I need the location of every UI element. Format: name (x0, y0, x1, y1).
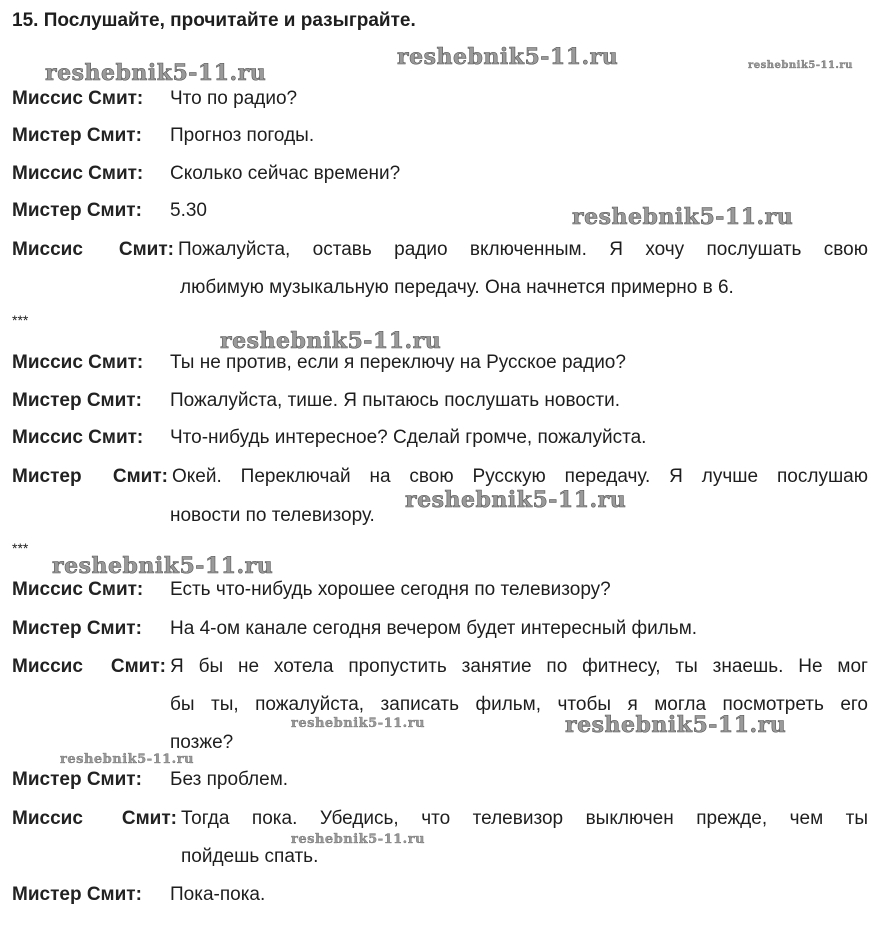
watermark: reshebnik5-11.ru (60, 752, 195, 767)
dialogue-line: Что-нибудь интересное? Сделай громче, пожалуйста. (170, 427, 647, 448)
exercise-title: 15. Послушайте, прочитайте и разыграйте. (12, 10, 416, 31)
speaker-label: Миссис Смит: (12, 239, 174, 260)
watermark: reshebnik5-11.ru (405, 487, 627, 513)
watermark: reshebnik5-11.ru (748, 60, 853, 71)
speaker-label: Мистер Смит: (12, 618, 142, 639)
watermark: reshebnik5-11.ru (52, 553, 274, 579)
dialogue-line: пойдешь спать. (181, 846, 319, 867)
dialogue-line: Без проблем. (170, 769, 289, 790)
watermark: reshebnik5-11.ru (291, 832, 426, 847)
section-separator: *** (12, 312, 29, 328)
dialogue-line: Окей. Переключай на свою Русскую передачу. Я лучше послушаю (172, 466, 868, 487)
dialogue-line: позже? (170, 732, 234, 753)
watermark: reshebnik5-11.ru (572, 204, 794, 230)
speaker-label: Миссис Смит: (12, 427, 144, 448)
watermark: reshebnik5-11.ru (45, 60, 267, 86)
speaker-label: Миссис Смит: (12, 352, 144, 373)
watermark: reshebnik5-11.ru (397, 44, 619, 70)
dialogue-line: Что по радио? (170, 88, 298, 109)
dialogue-line: Пожалуйста, оставь радио включенным. Я хочу послушать свою (178, 239, 868, 260)
speaker-label: Мистер Смит: (12, 466, 168, 487)
speaker-label: Миссис Смит: (12, 656, 166, 677)
dialogue-line: любимую музыкальную передачу. Она начнется примерно в 6. (180, 277, 734, 298)
dialogue-line: Ты не против, если я переключу на Русское радио? (170, 352, 626, 373)
dialogue-line: 5.30 (170, 200, 207, 221)
dialogue-line: Есть что-нибудь хорошее сегодня по телевизору? (170, 579, 611, 600)
dialogue-line: Я бы не хотела пропустить занятие по фитнесу, ты знаешь. Не мог (170, 656, 868, 677)
dialogue-line: новости по телевизору. (170, 505, 375, 526)
speaker-label: Миссис Смит: (12, 808, 177, 829)
speaker-label: Мистер Смит: (12, 769, 142, 790)
dialogue-line: бы ты, пожалуйста, записать фильм, чтобы я могла посмотреть его (170, 694, 868, 715)
speaker-label: Миссис Смит: (12, 579, 144, 600)
dialogue-line: Тогда пока. Убедись, что телевизор выключен прежде, чем ты (181, 808, 868, 829)
dialogue-line: На 4-ом канале сегодня вечером будет интересный фильм. (170, 618, 698, 639)
dialogue-line: Прогноз погоды. (170, 125, 315, 146)
section-separator: *** (12, 540, 29, 556)
watermark: reshebnik5-11.ru (220, 328, 442, 354)
dialogue-line: Сколько сейчас времени? (170, 163, 401, 184)
speaker-label: Мистер Смит: (12, 125, 142, 146)
watermark: reshebnik5-11.ru (565, 712, 787, 738)
speaker-label: Мистер Смит: (12, 390, 142, 411)
dialogue-line: Пожалуйста, тише. Я пытаюсь послушать новости. (170, 390, 621, 411)
speaker-label: Миссис Смит: (12, 88, 144, 109)
dialogue-line: Пока-пока. (170, 884, 266, 905)
watermark: reshebnik5-11.ru (291, 716, 426, 731)
speaker-label: Миссис Смит: (12, 163, 144, 184)
speaker-label: Мистер Смит: (12, 884, 142, 905)
speaker-label: Мистер Смит: (12, 200, 142, 221)
